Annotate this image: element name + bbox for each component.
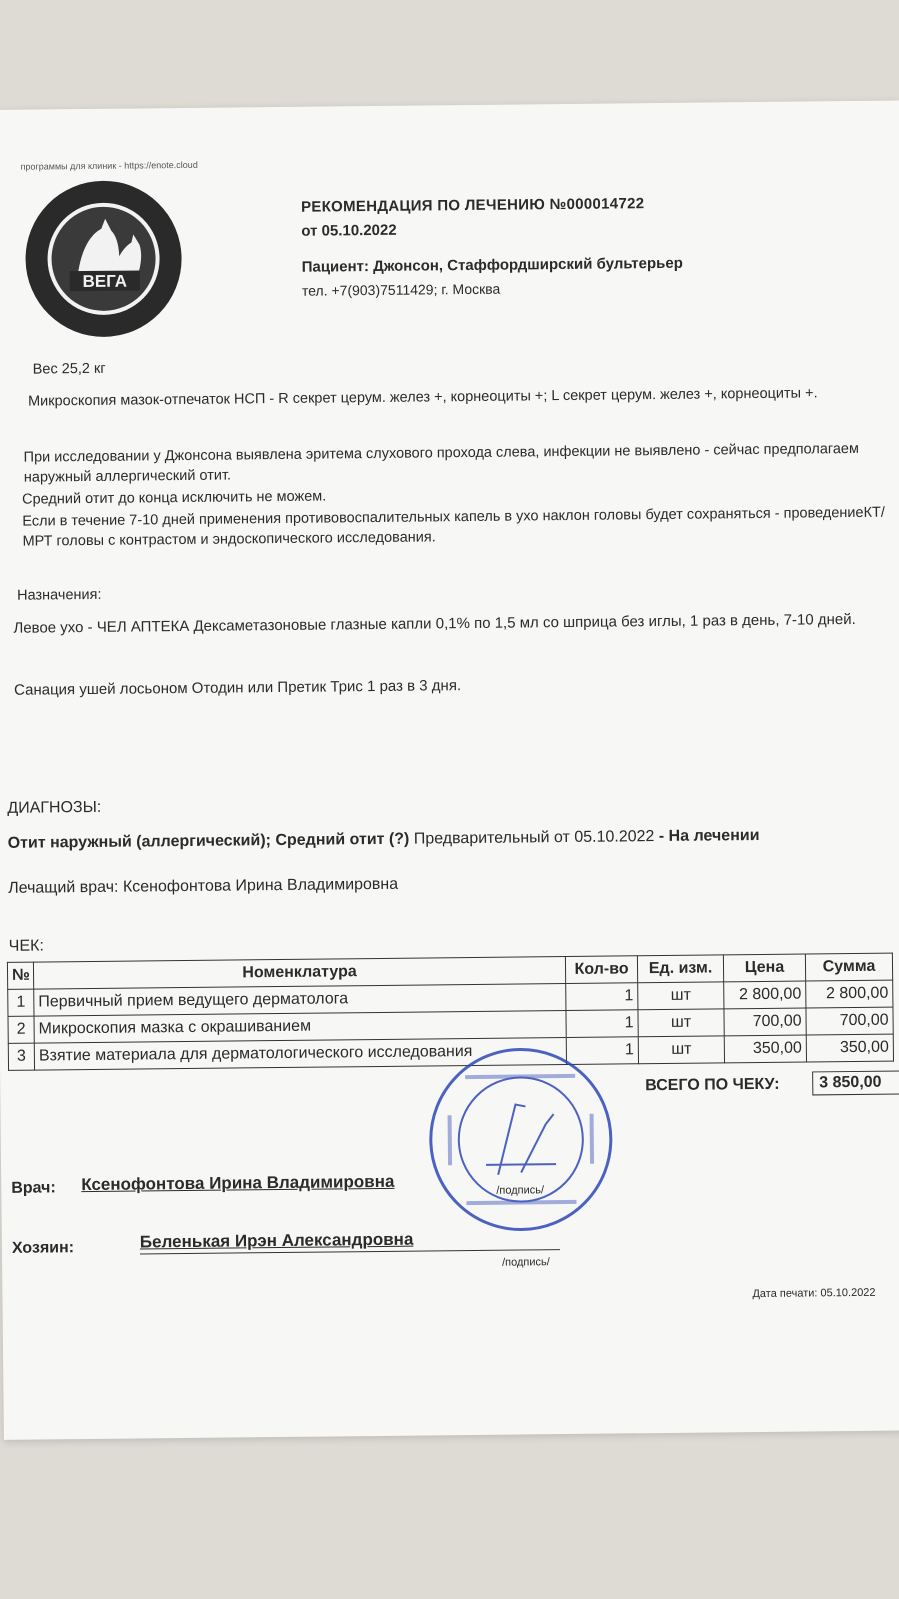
column-header: Кол-во (565, 956, 637, 984)
cell-qty: 1 (566, 1010, 638, 1038)
document-title: РЕКОМЕНДАЦИЯ ПО ЛЕЧЕНИЮ №000014722 (300, 195, 645, 216)
software-note: программы для клиник - https://enote.cloud (20, 159, 198, 172)
doctor-label: Врач: (11, 1179, 56, 1197)
document-page (0, 100, 899, 1439)
cell-qty: 1 (566, 1037, 638, 1065)
doctor-name: Ксенофонтова Ирина Владимировна (81, 1171, 395, 1195)
print-date: Дата печати: 05.10.2022 (752, 1286, 876, 1301)
finding-text: При исследовании у Джонсона выявлена эритема слухового прохода слева, инфекции не выявлено - сейчас предполагаем наружный аллергический отит. (23, 440, 860, 486)
column-header: № (7, 962, 33, 989)
plan-text: Если в течение 7-10 дней применения противовоспалительных капель в ухо наклон головы будет сохраняться - проведениеКТ/МРТ головы с контрастом и эндоскопического исследования. (22, 504, 885, 550)
total-value: 3 850,00 (812, 1070, 899, 1095)
column-header: Ед. изм. (637, 955, 723, 983)
owner-label: Хозяин: (11, 1239, 75, 1257)
weight-text: Вес 25,2 кг (32, 360, 106, 378)
diagnosis-status: - На лечении (658, 826, 760, 846)
cell-item: Первичный прием ведущего дерматолога (34, 984, 566, 1017)
attending-doctor: Лечащий врач: Ксенофонтова Ирина Владимировна (8, 875, 399, 897)
cell-item: Микроскопия мазка с окрашиванием (34, 1011, 566, 1044)
logo-brand: ВЕГА (82, 271, 128, 292)
cell-num: 2 (8, 1016, 34, 1043)
clinic-logo (21, 178, 188, 340)
column-header: Номенклатура (33, 957, 565, 990)
cell-price: 700,00 (724, 1008, 806, 1036)
cell-unit: шт (638, 982, 724, 1010)
doctor-signature: /подпись/ (496, 1184, 545, 1197)
cell-sum: 700,00 (806, 1007, 893, 1035)
diagnosis-name: Отит наружный (аллергический); Средний отит (?) (7, 830, 410, 852)
patient-info: Пациент: Джонсон, Стаффордширский бультерьер (301, 254, 683, 276)
cell-num: 3 (8, 1043, 34, 1070)
diagnoses-heading: ДИАГНОЗЫ: (7, 798, 102, 817)
cell-item: Взятие материала для дерматологического исследования (34, 1038, 566, 1071)
cell-qty: 1 (566, 983, 638, 1011)
total-label: ВСЕГО ПО ЧЕКУ: (645, 1075, 780, 1095)
cell-sum: 350,00 (806, 1034, 893, 1062)
patient-phone: тел. +7(903)7511429; г. Москва (301, 280, 501, 299)
owner-signature: /подпись/ (502, 1256, 550, 1269)
middle-otitis-text: Средний отит до конца исключить не можем. (21, 488, 327, 508)
cell-sum: 2 800,00 (806, 980, 893, 1008)
prescription-item: Левое ухо - ЧЕЛ АПТЕКА Дексаметазоновые глазные капли 0,1% по 1,5 мл со шприца без иглы, 1 раз в день, 7-10 дней. (13, 610, 856, 637)
prescriptions-heading: Назначения: (17, 586, 102, 604)
diagnosis-line (8, 823, 868, 855)
column-header: Сумма (805, 953, 892, 981)
clinic-stamp (425, 1044, 617, 1236)
cell-unit: шт (638, 1036, 724, 1064)
owner-name: Беленькая Ирэн Александровна (139, 1229, 414, 1252)
column-header: Цена (723, 954, 805, 982)
document-date: от 05.10.2022 (301, 221, 397, 240)
cell-price: 350,00 (724, 1035, 806, 1063)
microscopy-text: Микроскопия мазок-отпечаток НСП - R секрет церум. желез +, корнеоциты +; L секрет церум. желез +, корнеоциты +. (27, 385, 818, 410)
cell-num: 1 (8, 989, 34, 1016)
cheque-heading: ЧЕК: (8, 937, 44, 955)
cell-price: 2 800,00 (724, 981, 806, 1009)
cell-unit: шт (638, 1009, 724, 1037)
diagnosis-type: Предварительный от 05.10.2022 (409, 828, 659, 848)
prescription-item: Санация ушей лосьоном Отодин или Претик Трис 1 раз в 3 дня. (13, 677, 462, 699)
